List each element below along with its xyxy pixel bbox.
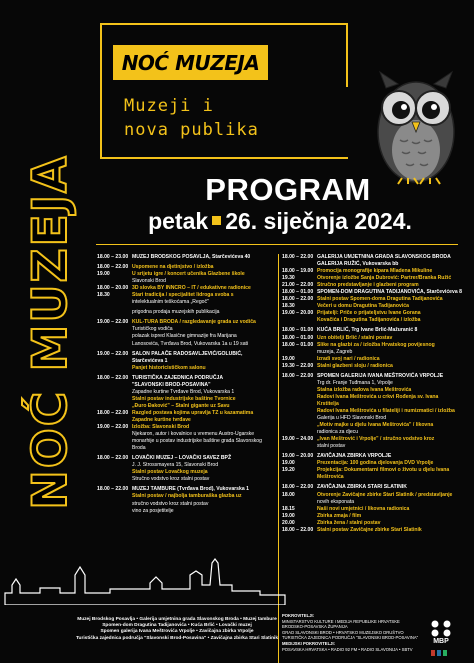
program-item-description: Slavonski Brod bbox=[132, 278, 166, 285]
program-item bbox=[282, 335, 462, 342]
program-item-description: Prezentacija: 100 godina djelovanja DVD Vrpolje bbox=[317, 460, 434, 467]
program-item bbox=[97, 319, 275, 326]
program-item bbox=[97, 292, 275, 299]
program-item bbox=[97, 333, 275, 340]
program-item-time bbox=[97, 417, 132, 424]
program-item bbox=[282, 327, 462, 334]
program-item-time bbox=[97, 389, 132, 396]
sponsor-line: GRAD SLAVONSKI BROD • HRVATSKO MUZEJSKO DRUŠTVO bbox=[282, 629, 404, 635]
program-item-description: Uzn obitelji Brlić / stalni postav bbox=[317, 334, 393, 341]
event-day: petak bbox=[148, 208, 209, 234]
sponsor-line: POSAVSKA HRVATSKA • RADIO 92 FM • RADIO SLAVONIJA • SBTV bbox=[282, 646, 413, 652]
program-item bbox=[97, 299, 275, 306]
program-item bbox=[282, 499, 462, 506]
program-item-time: 19.00 bbox=[97, 271, 110, 278]
program-item-description: Galerija u HFD Slavonski Brod bbox=[317, 415, 387, 422]
program-item-description: vino za posjetitelje bbox=[132, 507, 174, 514]
program-item bbox=[282, 373, 462, 380]
program-item-time: 19.00 – 24.00 bbox=[282, 436, 314, 443]
program-item bbox=[97, 445, 275, 452]
sponsor-heading: MEDIJSKI POKROVITELJI: bbox=[282, 640, 336, 646]
program-item-description: Slike na glazbi za / izložba Hrvatskog povijesnog bbox=[317, 341, 435, 348]
program-item bbox=[97, 438, 275, 445]
program-item-description: Uspomene na djetinjstvo / izložba bbox=[132, 264, 214, 271]
program-item-description: Stalni postav Lovačkog muzeja bbox=[132, 469, 208, 476]
program-item-description: Lanosovića, Tvrđava Brod, Vukovarska 1a u 19 sati bbox=[132, 340, 249, 347]
program-item-time: 19.20 bbox=[282, 467, 295, 474]
program-item-time: 18.00 – 01.00 bbox=[282, 327, 314, 334]
program-item bbox=[97, 455, 275, 462]
program-item bbox=[97, 462, 275, 469]
program-item bbox=[282, 349, 462, 356]
program-item-time: 18.00 – 22.00 bbox=[282, 372, 314, 379]
program-item-description: Stalni glazbeni sloju / radionica bbox=[317, 362, 393, 369]
program-item-description: Krstitelja bbox=[317, 400, 339, 407]
program-item-description: Trg dr. Franje Tuđmana 1, Vrpolje bbox=[317, 379, 393, 386]
program-item bbox=[97, 285, 275, 292]
program-item-time bbox=[97, 476, 132, 483]
program-item bbox=[97, 341, 275, 348]
program-item bbox=[282, 484, 462, 491]
program-item-time bbox=[282, 415, 317, 422]
program-item-description: GALERIJA RUŽIĆ, Vukovarska bb bbox=[317, 261, 399, 268]
program-item bbox=[282, 317, 462, 324]
program-item bbox=[282, 422, 462, 429]
program-item bbox=[97, 278, 275, 285]
program-item bbox=[282, 513, 462, 520]
program-item-time: 19.00 – 22.00 bbox=[97, 424, 129, 431]
sponsors-list bbox=[282, 613, 422, 652]
program-item bbox=[282, 296, 462, 303]
organizer-line: Muzej Brodskog Posavlja • Galerija umjetnina grada Slavonskog Broda • Muzej tambure bbox=[77, 617, 277, 622]
program-item-time: 18.00 – 01.00 bbox=[282, 289, 314, 296]
program-item bbox=[97, 501, 275, 508]
program-item-time bbox=[97, 326, 132, 333]
program-item-description: Otvorenje izložbe Sanja Dubrović: Partrer/Branka Ružić bbox=[317, 275, 452, 282]
program-item-description: Večeri u domu Dragutina Tadijanovića bbox=[317, 303, 409, 310]
sponsor-heading: POKROVITELJI: bbox=[282, 613, 315, 618]
program-item-description: muzeja, Zagreb bbox=[317, 348, 353, 355]
program-item-time: 18.00 – 22.00 bbox=[97, 486, 129, 493]
organizer-line: Spomen galerija Ivana Meštrovića Vrpolje • Zavičajna zbirka Vrpolje bbox=[100, 629, 254, 635]
program-item-description: Radovi Ivana Meštrovića u crkvi Rođenja sv. Ivana bbox=[317, 393, 439, 400]
program-item-description: Zbirka zmaja / film bbox=[317, 512, 362, 519]
program-item-description: Promocija monografije kipara Mladena Mikuline bbox=[317, 268, 433, 275]
program-item-time bbox=[97, 493, 132, 500]
program-item-description: ZAVIČAJNA ZBIRKA VRPOLJE bbox=[317, 453, 392, 460]
program-item bbox=[97, 476, 275, 483]
program-item-description: J. J. Strossmayera 15, Slavonski Brod bbox=[132, 462, 219, 469]
program-item-time bbox=[97, 333, 132, 340]
program-item bbox=[282, 401, 462, 408]
program-item-description: Zapadne kurtine tvrđave bbox=[132, 416, 191, 423]
program-item bbox=[282, 356, 462, 363]
frame-line-left bbox=[100, 23, 102, 159]
program-item bbox=[282, 467, 462, 474]
program-item-time bbox=[282, 261, 317, 268]
city-skyline-silhouette bbox=[0, 555, 290, 605]
program-item-time bbox=[97, 299, 132, 306]
program-item bbox=[97, 417, 275, 424]
program-item-time: 20.00 bbox=[282, 519, 295, 526]
program-item-description: KUĆA BRLIĆ, Trg Ivane Brlić-Mažuranić 8 bbox=[317, 327, 418, 334]
program-item-description: Stručno predstavljanje i glazbeni program bbox=[317, 282, 419, 289]
program-item-time bbox=[282, 422, 317, 429]
program-item-time bbox=[282, 349, 317, 356]
program-item-description: Panjet historicističkom salonu bbox=[132, 364, 206, 371]
program-item-description: Radovi Ivana Meštrovića u filateliji i numizmatici / izložba bbox=[317, 407, 455, 414]
program-item bbox=[282, 443, 462, 450]
program-item-description: Broda bbox=[132, 445, 146, 452]
program-item bbox=[97, 424, 275, 431]
program-item-description: stalni postav bbox=[317, 443, 346, 450]
program-item-time: 18.30 bbox=[282, 303, 295, 310]
program-item bbox=[282, 303, 462, 310]
program-item bbox=[97, 264, 275, 271]
subtitle-line-1: Muzeji i bbox=[124, 96, 214, 116]
program-item-time: 18.00 – 22.00 bbox=[282, 484, 314, 491]
program-item-description: KUL-TURA BRODA / razgledavanje grada uz vodiča bbox=[132, 319, 256, 326]
program-item bbox=[97, 254, 275, 261]
subtitle bbox=[124, 94, 259, 142]
program-item-description: monarhije u postav industrijske baštine grada Slavonskog bbox=[132, 438, 262, 445]
program-item-description: Stručno vodstvo kroz stalni postav bbox=[132, 476, 210, 483]
program-item-description: Njekaron, autor i kovalnice u vremenu Austro-Ugarske bbox=[132, 431, 255, 438]
program-item-time: 18.30 bbox=[97, 292, 110, 299]
program-item-time bbox=[282, 317, 317, 324]
program-item-time: 19.00 bbox=[282, 355, 295, 362]
event-logo bbox=[113, 45, 268, 80]
program-item bbox=[282, 310, 462, 317]
museum-logo-label: MBP bbox=[433, 638, 449, 645]
program-item bbox=[97, 486, 275, 493]
program-item-time bbox=[282, 394, 317, 401]
program-item-time bbox=[97, 396, 132, 403]
event-date-value: 26. siječnja 2024. bbox=[225, 208, 412, 234]
program-item-description: Stalni postav Spomen-doma Dragutina Tadijanovića bbox=[317, 296, 443, 303]
program-item-time: 18.00 – 22.00 bbox=[97, 409, 129, 416]
program-item-time: 19.30 bbox=[282, 275, 295, 282]
program-item-description: Stalni postav Zavičajne zbirke Stari Slatinik bbox=[317, 526, 422, 533]
program-item-description: Otvorenje Zavičajne zbirke Stari Slatinik / predstavljanje bbox=[317, 491, 453, 498]
program-item-time bbox=[97, 462, 132, 469]
program-item bbox=[97, 431, 275, 438]
sponsor-line: MINISTARSTVO KULTURE I MEDIJA REPUBLIKE HRVATSKE bbox=[282, 618, 400, 624]
program-item-time bbox=[282, 387, 317, 394]
program-item-time: 19.00 bbox=[282, 460, 295, 467]
program-item-description: novih eksponata bbox=[317, 498, 355, 505]
program-item-description: SALON PALAČE RADOSAVLJEVIĆ/GOLUBIĆ, Starčevićeva 1 bbox=[132, 350, 243, 364]
event-date bbox=[95, 208, 465, 235]
program-item-time bbox=[97, 445, 132, 452]
program-item-time: 19.00 – 22.00 bbox=[97, 350, 129, 357]
program-item-description: 3D slovka BY INNCRO – IT / edukativne radionice bbox=[132, 285, 251, 292]
program-item-description: Stari tradicija / specijalitet lidroga svoba s bbox=[132, 292, 234, 299]
program-heading: PROGRAM bbox=[205, 172, 371, 207]
program-item-description: LOVAČKI MUZEJ – LOVAČKI SAVEZ BPŽ bbox=[132, 455, 232, 462]
program-item-time bbox=[97, 341, 132, 348]
program-item-description: prigodna prodaja muzejskih publikacija bbox=[132, 309, 220, 316]
program-item bbox=[97, 271, 275, 278]
program-item-time bbox=[97, 469, 132, 476]
program-item-time bbox=[282, 474, 317, 481]
program-item-description: Izložba: Slavonski Brod bbox=[132, 424, 190, 431]
program-item-time: 18.15 bbox=[282, 505, 295, 512]
program-item-time: 19.00 – 20.00 bbox=[282, 453, 314, 460]
vertical-title: NOĆ MUZEJA bbox=[23, 154, 78, 510]
program-item-description: Stalni postav / najbolja tamburaška glazba uz bbox=[132, 493, 242, 500]
program-item-description: U srijetu igre / koncert učenika Glazbene škole bbox=[132, 271, 245, 278]
program-item-time bbox=[97, 431, 132, 438]
program-item-time bbox=[97, 278, 132, 285]
program-item-description: GALERIJA UMJETNINA GRADA SLAVONSKOG BRODA bbox=[317, 254, 451, 260]
program-item-time: 18.00 – 22.00 bbox=[97, 264, 129, 271]
program-item-description: SPOMEN GALERIJA IVANA MEŠTROVIĆA VRPOLJE bbox=[317, 372, 444, 379]
program-item-time bbox=[282, 499, 317, 506]
program-item-time: 18.00 – 20.00 bbox=[97, 285, 129, 292]
program-item bbox=[97, 389, 275, 396]
program-item-description: „Đuro Đaković" – Stalni gigante uz Savu bbox=[132, 402, 230, 409]
program-item bbox=[282, 415, 462, 422]
program-item bbox=[282, 520, 462, 527]
program-item-description: Stalni postav industrijske baštine Tvornice bbox=[132, 395, 236, 402]
program-item bbox=[282, 363, 462, 370]
program-item-time bbox=[282, 443, 317, 450]
frame-line-right bbox=[346, 23, 348, 87]
sponsor-line: BRODSKO-POSAVSKA ŽUPANIJA bbox=[282, 624, 348, 630]
program-item-description: Turističkog vodiča bbox=[132, 326, 173, 333]
program-item bbox=[97, 351, 275, 365]
program-item-description: Izradi svoj nari / radionica bbox=[317, 355, 380, 362]
program-item-time: 18.00 – 01.00 bbox=[282, 341, 314, 348]
program-item bbox=[282, 261, 462, 268]
program-item bbox=[97, 309, 275, 316]
program-item bbox=[282, 387, 462, 394]
program-item-time: 18.00 – 22.00 bbox=[97, 455, 129, 462]
frame-line-bottom bbox=[100, 157, 348, 159]
program-item-time: 18.00 – 22.00 bbox=[97, 374, 129, 381]
divider bbox=[96, 244, 458, 245]
program-item bbox=[97, 410, 275, 417]
square-bullet-icon bbox=[212, 216, 221, 225]
program-item-description: Kovačića i Dragutina Tadijanovića / izložba bbox=[317, 317, 421, 324]
program-item-time: 18.00 – 22.00 bbox=[282, 296, 314, 303]
program-item bbox=[282, 268, 462, 275]
program-item-description: stručno vodstvo kroz stalni postav bbox=[132, 500, 209, 507]
program-item-description: Zapadne kurtine Tvrđave Brod, Vukovarska 1 bbox=[132, 388, 235, 395]
program-item-time bbox=[282, 429, 317, 436]
program-item bbox=[282, 394, 462, 401]
program-item-time: 18.00 bbox=[282, 491, 295, 498]
program-item bbox=[282, 275, 462, 282]
program-item bbox=[282, 429, 462, 436]
program-item-description: MUZEJ BRODSKOG POSAVLJA, Starčevićeva 40 bbox=[132, 254, 251, 260]
program-item-description: ZAVIČAJNA ZBIRKA STARI SLATINIK bbox=[317, 484, 407, 491]
program-item-time bbox=[97, 309, 132, 316]
program-item-time: 18.00 – 23.00 bbox=[97, 254, 129, 260]
program-item-description: „Ivan Meštrović i Vrpolje" / stručno vodstvo kroz bbox=[317, 436, 435, 443]
program-item-time: 18.00 – 22.00 bbox=[282, 526, 314, 533]
program-item bbox=[97, 403, 275, 410]
program-column-right bbox=[282, 254, 462, 534]
program-item-description: „Motiv majke u djelu Ivana Meštrovića" / likovna bbox=[317, 422, 434, 429]
sponsor-line: TURISTIČKA ZAJEDNICA PODRUČJA "SLAVONSKI BROD-POSAVINA" bbox=[282, 635, 419, 641]
program-item-description: Prijatelji: Priče o prijateljstvu Ivane Gorana bbox=[317, 310, 421, 317]
frame-line-top bbox=[100, 23, 348, 25]
organizers-list bbox=[62, 617, 292, 642]
program-column-left bbox=[97, 254, 275, 515]
program-item bbox=[282, 342, 462, 349]
program-item-description: MUZEJ TAMBURE (Tvrđava Brod), Vukovarska 1 bbox=[132, 486, 249, 493]
program-item bbox=[282, 492, 462, 499]
program-item-time: 18.00 – 01.00 bbox=[282, 334, 314, 341]
program-item-time bbox=[282, 380, 317, 387]
program-item bbox=[282, 289, 462, 296]
program-item-description: Stalna izložba radova Ivana Meštrovića bbox=[317, 386, 412, 393]
program-item bbox=[282, 380, 462, 387]
program-item-description: Meštrovića bbox=[317, 474, 344, 481]
program-item-time bbox=[97, 508, 132, 515]
program-item-time: 18.00 – 19.00 bbox=[282, 268, 314, 275]
program-item bbox=[282, 453, 462, 460]
program-item-time: 21.00 – 22.00 bbox=[282, 282, 314, 289]
program-item-description: "SLAVONSKI BROD-POSAVINA" bbox=[132, 381, 211, 388]
program-item bbox=[282, 460, 462, 467]
program-item bbox=[282, 527, 462, 534]
program-item-time bbox=[97, 403, 132, 410]
owl-icon bbox=[372, 70, 460, 185]
program-item bbox=[97, 375, 275, 382]
program-item-description: polazak ispred Klasične gimnazije fra Marijana bbox=[132, 333, 237, 340]
program-item-time bbox=[97, 382, 132, 389]
program-item bbox=[282, 474, 462, 481]
program-item bbox=[97, 508, 275, 515]
logo-text: NOĆ MUZEJA bbox=[121, 50, 260, 75]
program-item-time: 19.00 – 20.00 bbox=[282, 310, 314, 317]
program-item bbox=[282, 436, 462, 443]
program-item-time: 18.00 – 22.00 bbox=[282, 254, 314, 260]
program-item-description: Naši novi umjetnici / likovna radionica bbox=[317, 505, 410, 512]
program-item bbox=[282, 506, 462, 513]
program-item-time bbox=[97, 501, 132, 508]
program-item bbox=[282, 408, 462, 415]
program-item bbox=[97, 382, 275, 389]
program-item-time bbox=[97, 438, 132, 445]
organizer-line: Spomen-dom Dragutina Tadijanovića • Kuća Brlić • Lovački muzej bbox=[102, 623, 252, 629]
organizer-line: Turistička zajednica područja "Slavonski Brod-Posavina" • Zavičajna zbirka Stari Slatinik bbox=[75, 635, 279, 641]
program-item-time: 19.00 bbox=[282, 512, 295, 519]
program-item bbox=[97, 326, 275, 333]
program-item-description: Zbirka žena / stalni postav bbox=[317, 519, 381, 526]
program-item-time bbox=[282, 401, 317, 408]
program-item bbox=[282, 254, 462, 261]
program-item-description: TURISTIČKA ZAJEDNICA PODRUČJA bbox=[132, 374, 224, 381]
program-item-description: Projekcija: Dokumentarni filmovi o životu u djelu Ivana bbox=[317, 467, 450, 474]
program-item-time bbox=[282, 408, 317, 415]
program-item-description: Razgled postava kojima upravlja TZ u kazamatima bbox=[132, 409, 254, 416]
program-item bbox=[97, 469, 275, 476]
program-item bbox=[97, 396, 275, 403]
program-item-time: 19.30 – 22.00 bbox=[282, 362, 314, 369]
program-item-description: intelektualnim teškoćama „Regoč" bbox=[132, 299, 209, 306]
program-item bbox=[97, 493, 275, 500]
program-item-description: SPOMEN-DOM DRAGUTINA TADIJANOVIĆA, Starčevićeva 8 bbox=[317, 289, 462, 296]
subtitle-line-2: nova publika bbox=[124, 120, 259, 140]
program-item-description: radionica za djecu bbox=[317, 429, 359, 436]
program-item-time bbox=[97, 365, 132, 372]
program-item-time: 19.00 – 22.00 bbox=[97, 319, 129, 326]
program-item bbox=[97, 365, 275, 372]
